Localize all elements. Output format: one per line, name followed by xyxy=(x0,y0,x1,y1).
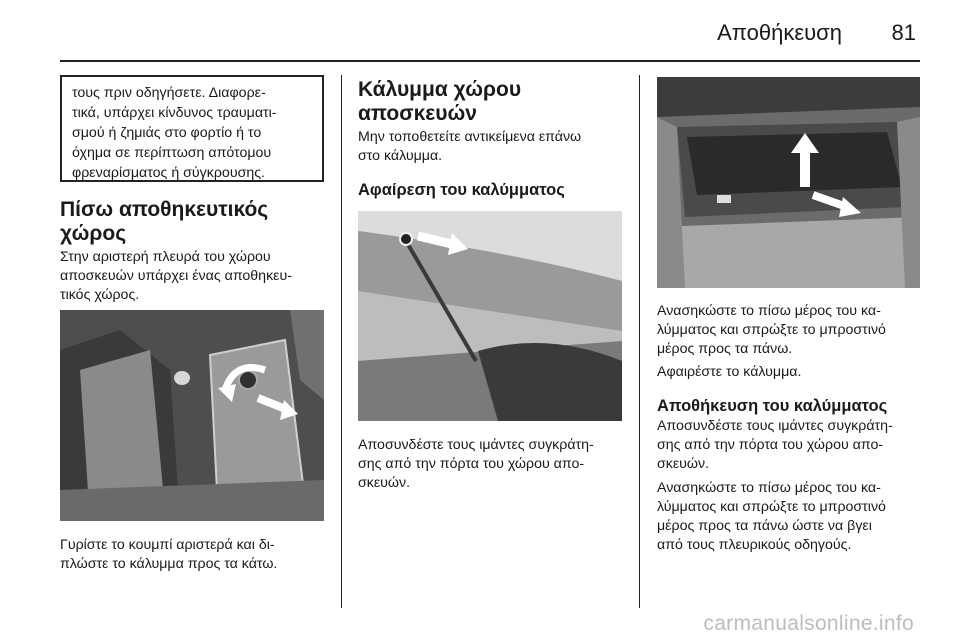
storage-compartment-illustration xyxy=(60,310,324,521)
heading-line: αποσκευών xyxy=(358,102,477,125)
heading-line: Κάλυμμα χώρου xyxy=(358,78,522,101)
heading-line: χώρος xyxy=(60,222,127,245)
cover-removal-photo xyxy=(358,211,622,421)
text-line: λύμματος και σπρώξτε το μπροστινό xyxy=(657,322,886,338)
text-line: αποσκευών υπάρχει ένας αποθηκευ- xyxy=(60,268,292,284)
header-divider xyxy=(60,60,920,62)
column-divider-2 xyxy=(639,75,640,608)
rear-storage-intro xyxy=(60,248,336,305)
text-line: Ανασηκώστε το πίσω μέρος του κα- xyxy=(657,480,881,496)
text-line: μέρος προς τα πάνω. xyxy=(657,341,793,357)
cover-intro xyxy=(358,128,634,166)
text-line: Γυρίστε το κουμπί αριστερά και δι- xyxy=(60,537,275,553)
text-line: πλώστε το κάλυμμα προς τα κάτω. xyxy=(60,556,278,572)
remove-cover-text: Αφαιρέστε το κάλυμμα. xyxy=(657,364,802,380)
rear-storage-heading xyxy=(60,198,268,246)
cover-lift-photo xyxy=(657,77,920,288)
heading-line: Πίσω αποθηκευτικός xyxy=(60,198,269,221)
tailgate-strap-illustration xyxy=(358,211,622,421)
page-header xyxy=(60,14,920,58)
text-line: από τους πλευρικούς οδηγούς. xyxy=(657,537,852,553)
text-line: σης από την πόρτα του χώρου απο- xyxy=(657,437,884,453)
text-line: Αποσυνδέστε τους ιμάντες συγκράτη- xyxy=(657,418,893,434)
text-line: Στην αριστερή πλευρά του χώρου xyxy=(60,249,271,265)
storage-instructions xyxy=(657,417,920,474)
text-line: σης από την πόρτα του χώρου απο- xyxy=(358,456,585,472)
warning-line: σμού ή ζημιάς στο φορτίο ή το xyxy=(72,125,262,141)
text-line: σκευών. xyxy=(657,456,710,472)
removal-caption xyxy=(358,436,634,493)
cover-heading xyxy=(358,78,521,126)
storage-lift-instructions xyxy=(657,479,920,555)
text-line: λύμματος και σπρώξτε το μπροστινό xyxy=(657,499,886,515)
text-line: Μην τοποθετείτε αντικείμενα επάνω xyxy=(358,129,582,145)
warning-line: τους πριν οδηγήσετε. Διαφορε- xyxy=(72,85,266,101)
text-line: μέρος προς τα πάνω ώστε να βγει xyxy=(657,518,872,534)
watermark: carmanualsonline.info xyxy=(703,612,914,635)
page-number: 81 xyxy=(891,20,916,45)
rear-storage-photo xyxy=(60,310,324,521)
text-line: Ανασηκώστε το πίσω μέρος του κα- xyxy=(657,303,881,319)
section-title: Αποθήκευση xyxy=(717,20,842,45)
text-line: τικός χώρος. xyxy=(60,287,140,303)
warning-line: όχημα σε περίπτωση απότομου xyxy=(72,145,272,161)
warning-line: φρεναρίσματος ή σύγκρουσης. xyxy=(72,165,265,181)
text-line: στο κάλυμμα. xyxy=(358,148,443,164)
rear-storage-caption xyxy=(60,536,336,574)
warning-box xyxy=(60,75,324,182)
text-line: σκευών. xyxy=(358,475,411,491)
column-divider-1 xyxy=(341,75,342,608)
lift-instructions xyxy=(657,302,920,359)
removal-heading: Αφαίρεση του καλύμματος xyxy=(358,181,565,199)
cargo-cover-illustration xyxy=(657,77,920,288)
storage-heading: Αποθήκευση του καλύμματος xyxy=(657,397,888,415)
text-line: Αποσυνδέστε τους ιμάντες συγκράτη- xyxy=(358,437,594,453)
warning-line: τικά, υπάρχει κίνδυνος τραυματι- xyxy=(72,105,277,121)
